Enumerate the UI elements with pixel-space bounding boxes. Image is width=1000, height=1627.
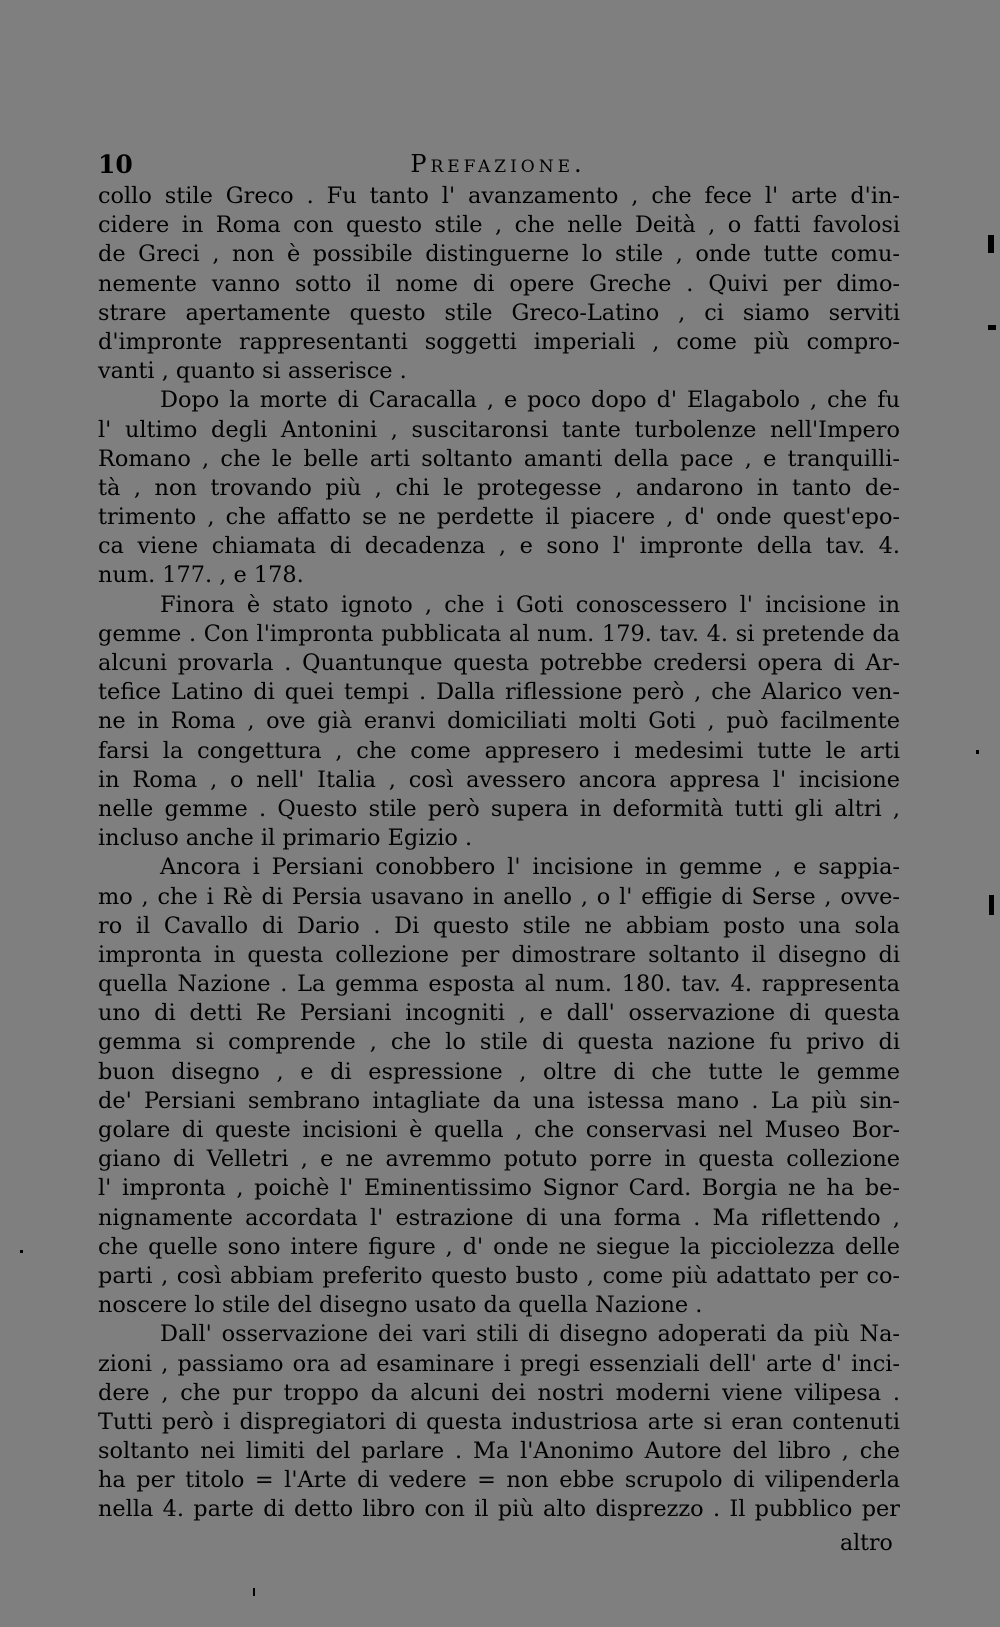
text-line: nelle gemme . Questo stile però supera in deformità tutti gli altri , <box>98 795 900 822</box>
text-line: l' ultimo degli Antonini , suscitaronsi tante turbolenze nell'Impero <box>98 416 900 443</box>
text-line: l' impronta , poichè l' Eminentissimo Signor Card. Borgia ne ha be- <box>98 1175 900 1202</box>
text-line: d'impronte rappresentanti soggetti imperiali , come più compro- <box>98 328 900 355</box>
text-line: ha per titolo = l'Arte di vedere = non ebbe scrupolo di vilipenderla <box>98 1467 900 1494</box>
text-line: vanti , quanto si asserisce . <box>98 358 407 385</box>
text-line: soltanto nei limiti del parlare . Ma l'Anonimo Autore del libro , che <box>98 1438 900 1465</box>
scan-speck <box>253 1588 255 1596</box>
text-line: gemma si comprende , che lo stile di questa nazione fu privo di <box>98 1029 900 1056</box>
text-line: zioni , passiamo ora ad esaminare i pregi essenziali dell' arte d' inci- <box>98 1350 900 1377</box>
body-text <box>98 182 900 1525</box>
text-line: de' Persiani sembrano intagliate da una istessa mano . La più sin- <box>98 1087 900 1114</box>
text-line: che quelle sono intere figure , d' onde ne siegue la picciolezza delle <box>98 1233 900 1260</box>
text-line: noscere lo stile del disegno usato da quella Nazione . <box>98 1292 703 1319</box>
text-line: giano di Velletri , e ne avremmo potuto porre in questa collezione <box>98 1146 900 1173</box>
text-line: strare apertamente questo stile Greco-Latino , ci siamo serviti <box>98 299 900 326</box>
text-line: golare di queste incisioni è quella , che conservasi nel Museo Bor- <box>98 1117 900 1143</box>
text-line: Dopo la morte di Caracalla , e poco dopo d' Elagabolo , che fu <box>160 387 900 414</box>
text-line: nemente vanno sotto il nome di opere Greche . Quivi per dimo- <box>98 270 900 297</box>
text-line: tefice Latino di quei tempi . Dalla riflessione però , che Alarico ven- <box>98 679 900 706</box>
text-line: Dall' osservazione dei vari stili di disegno adoperati da più Na- <box>160 1321 900 1348</box>
scan-speck <box>989 895 994 915</box>
text-line: trimento , che affatto se ne perdette il piacere , d' onde quest'epo- <box>98 504 900 531</box>
text-line: nella 4. parte di detto libro con il più alto disprezzo . Il pubblico per <box>98 1496 900 1523</box>
text-line: ne in Roma , ove già eranvi domiciliati molti Goti , può facilmente <box>98 708 900 735</box>
text-line: Ancora i Persiani conobbero l' incisione in gemme , e sappia- <box>160 854 900 881</box>
page-header <box>98 150 898 184</box>
text-line: collo stile Greco . Fu tanto l' avanzamento , che fece l' arte d'in- <box>98 183 900 209</box>
text-line: farsi la congettura , che come appresero i medesimi tutte le arti <box>98 737 900 764</box>
running-title: Prefazione. <box>410 150 586 178</box>
text-line: de Greci , non è possibile distinguerne lo stile , onde tutte comu- <box>98 241 900 268</box>
text-line: Tutti però i dispregiatori di questa industriosa arte si eran contenuti <box>98 1408 900 1435</box>
text-line: ca viene chiamata di decadenza , e sono l' impronte della tav. 4. <box>98 533 900 560</box>
text-line: Romano , che le belle arti soltanto amanti della pace , e tranquilli- <box>98 445 900 472</box>
scan-speck <box>20 1250 23 1253</box>
text-line: incluso anche il primario Egizio . <box>98 825 473 852</box>
page-number: 10 <box>98 150 133 179</box>
scan-speck <box>988 235 994 253</box>
scan-speck <box>976 750 979 754</box>
text-line: impronta in questa collezione per dimostrare soltanto il disegno di <box>98 941 900 968</box>
text-line: nignamente accordata l' estrazione di una forma . Ma riflettendo , <box>98 1204 900 1231</box>
text-line: ro il Cavallo di Dario . Di questo stile ne abbiam posto una sola <box>98 912 900 939</box>
text-line: gemme . Con l'impronta pubblicata al num. 179. tav. 4. si pretende da <box>98 620 900 647</box>
text-line: mo , che i Rè di Persia usavano in anello , o l' effigie di Serse , ovve- <box>98 883 900 910</box>
text-line: buon disegno , e di espressione , oltre di che tutte le gemme <box>98 1058 900 1085</box>
text-line: parti , così abbiam preferito questo busto , come più adattato per co- <box>98 1262 900 1289</box>
text-line: alcuni provarla . Quantunque questa potrebbe credersi opera di Ar- <box>98 650 900 676</box>
text-line: uno di detti Re Persiani incogniti , e dall' osservazione di questa <box>98 1000 900 1027</box>
text-line: Finora è stato ignoto , che i Goti conoscessero l' incisione in <box>160 591 900 618</box>
text-line: cidere in Roma con questo stile , che nelle Deità , o fatti favolosi <box>98 212 900 239</box>
text-line: quella Nazione . La gemma esposta al num. 180. tav. 4. rappresenta <box>98 971 900 998</box>
scan-speck <box>988 325 996 330</box>
catchword: altro <box>840 1531 893 1556</box>
text-line: dere , che pur troppo da alcuni dei nostri moderni viene vilipesa . <box>98 1379 900 1406</box>
text-line: tà , non trovando più , chi le protegesse , andarono in tanto de- <box>98 474 900 501</box>
text-line: num. 177. , e 178. <box>98 562 304 589</box>
text-line: in Roma , o nell' Italia , così avessero ancora appresa l' incisione <box>98 766 900 793</box>
